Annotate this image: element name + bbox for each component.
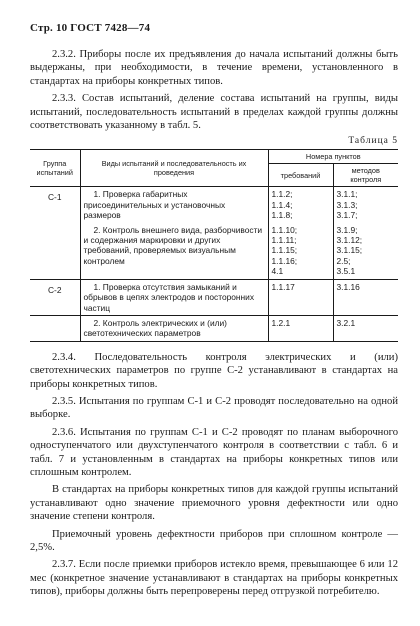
row-methods: 3.1.9; 3.1.12; 3.1.15; 2.5; 3.5.1 <box>333 223 398 280</box>
paragraph-2-3-3: 2.3.3. Состав испытаний, деление состава испытаний на группы, виды испытаний, последовательность испытаний в пределах каждой группы должны соответствовать указанному в табл. 5. <box>30 93 398 132</box>
row-requirements: 1.1.17 <box>268 279 333 315</box>
row-methods: 3.1.1; 3.1.3; 3.1.7; <box>333 187 398 223</box>
tests-table <box>30 149 398 341</box>
row-requirements: 1.1.10; 1.1.11; 1.1.15; 1.1.16; 4.1 <box>268 223 333 280</box>
header-group: Группа испытаний <box>30 150 80 187</box>
row-kind: 2. Контроль внешнего вида, разборчивости и содержания маркировки и других требований, проверяемых визуальным контролем <box>80 223 268 280</box>
row-methods: 3.2.1 <box>333 315 398 341</box>
row-kind: 1. Проверка габаритных присоединительных и установочных размеров <box>80 187 268 223</box>
paragraph-2-3-5: 2.3.5. Испытания по группам С-1 и С-2 проводят последовательно на одной выборке. <box>30 395 398 421</box>
row-group <box>30 315 80 341</box>
header-methods: методов контроля <box>333 164 398 187</box>
paragraph-acceptance-level: В стандартах на приборы конкретных типов для каждой группы испытаний устанавливают одно значение приемочного уровня дефектности или одно значение степени контроля. <box>30 484 398 523</box>
header-requirements: требований <box>268 164 333 187</box>
table-row <box>30 223 398 280</box>
paragraph-full-control: Приемочный уровень дефектности приборов при сплошном контроле — 2,5%. <box>30 528 398 553</box>
header-kind: Виды испытаний и последовательность их проведения <box>80 150 268 187</box>
row-kind: 1. Проверка отсутствия замыканий и обрывов в цепях электродов и посторонних частиц <box>80 279 268 315</box>
paragraph-2-3-6: 2.3.6. Испытания по группам С-1 и С-2 проводят по планам выборочного одноступенчатого или двухступенчатого контроля в соответствии с табл. 6 и табл. 7 и установленным в стандартах на приборы конкретных типов или сплошным контролем. <box>30 426 398 478</box>
paragraph-2-3-7: 2.3.7. Если после приемки приборов истекло время, превышающее 6 или 12 мес (конкретное значение устанавливают в стандартах на приборы конкретных типов), приборы должны быть перепроверены перед отгрузкой потребителю. <box>30 559 398 598</box>
row-requirements: 1.2.1 <box>268 315 333 341</box>
table-row <box>30 187 398 223</box>
row-requirements: 1.1.2; 1.1.4; 1.1.8; <box>268 187 333 223</box>
table-caption: Таблица 5 <box>348 136 398 147</box>
row-group: С-2 <box>48 284 62 295</box>
row-methods: 3.1.16 <box>333 279 398 315</box>
paragraph-2-3-2: 2.3.2. Приборы после их предъявления до начала испытаний должны быть выдержаны, при необходимости, в течение времени, установленного в стандартах на приборы конкретных типов. <box>30 49 398 87</box>
page-header: Стр. 10 ГОСТ 7428—74 <box>30 22 151 34</box>
table-row <box>30 315 398 341</box>
header-numbers: Номера пунктов <box>268 150 398 164</box>
row-group <box>30 223 80 280</box>
row-group: С-1 <box>48 192 62 203</box>
row-kind: 2. Контроль электрических и (или) светотехнических параметров <box>80 315 268 341</box>
paragraph-2-3-4: 2.3.4. Последовательность контроля электрических и (или) светотехнических параметров по группе С-2 устанавливают в стандартах на приборы конкретных типов. <box>30 351 398 390</box>
table-row <box>30 279 398 315</box>
